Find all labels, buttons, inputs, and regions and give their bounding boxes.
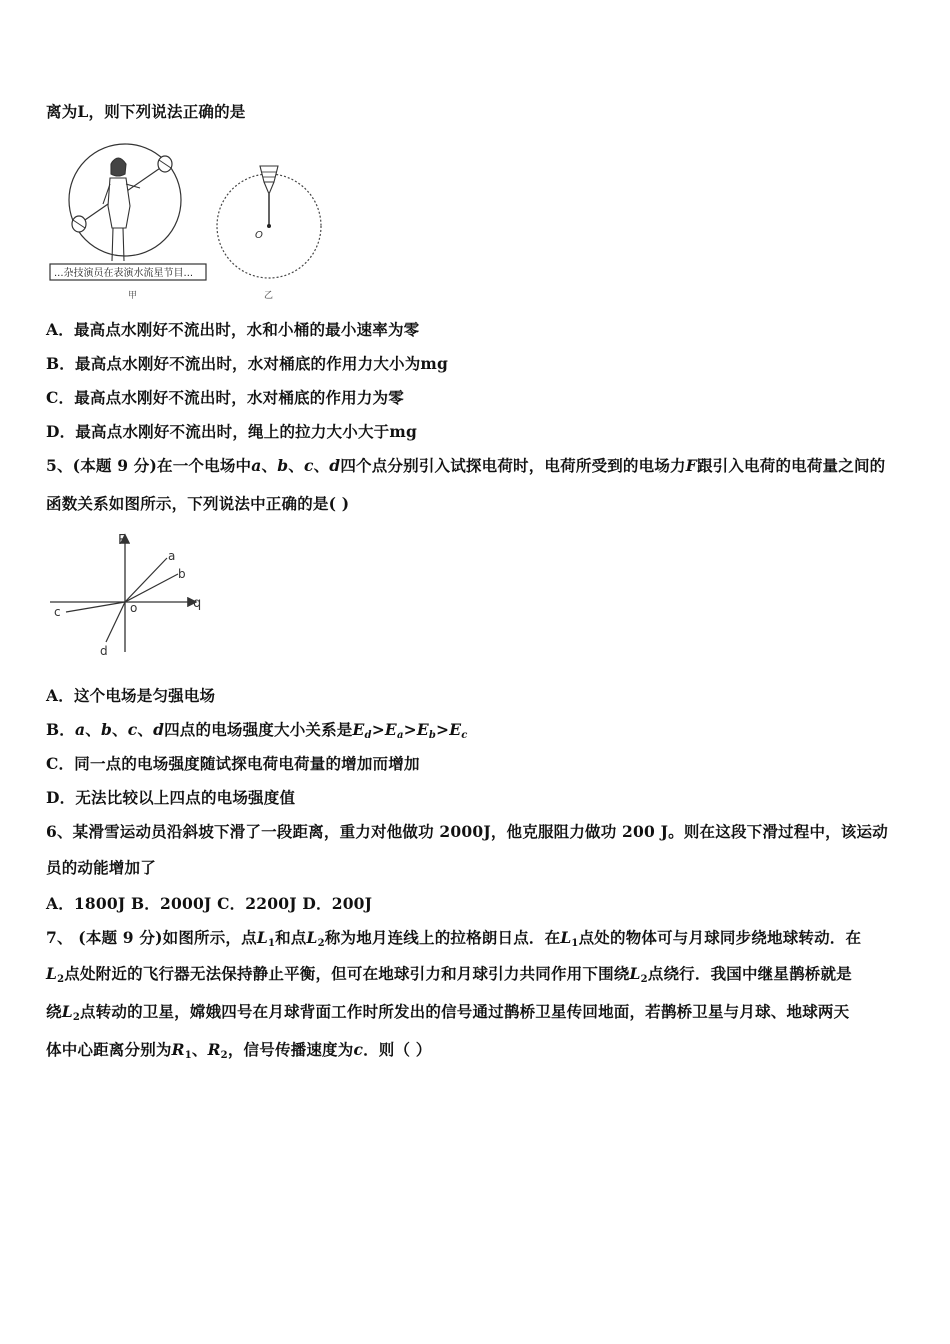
- graph-line-b: [125, 574, 178, 602]
- q7-line4: 体中心距离分别为$R_1$、$R_2$，信号传播速度为c．则（ ）: [46, 1040, 432, 1061]
- q5-stem-line1: 5、(本题 9 分)在一个电场中a、b、c、d四个点分别引入试探电荷时，电荷所受到的电场力F跟引入电荷的电荷量之间的: [46, 456, 886, 475]
- graph-line-a: [125, 558, 167, 602]
- q5-option-b: B．a、b、c、d四点的电场强度大小关系是$E_d>E_a>E_b>E_c$: [46, 720, 468, 741]
- fig-right-center: [267, 224, 271, 228]
- f-axis-label: F: [118, 533, 126, 548]
- q4-option-a: A．最高点水刚好不流出时，水和小桶的最小速率为零: [46, 320, 420, 339]
- q4-option-b: B．最高点水刚好不流出时，水对桶底的作用力大小为mg: [46, 354, 449, 373]
- q4-stem-tail: 离为L，则下列说法正确的是: [46, 102, 246, 121]
- q7-line1: 7、 (本题 9 分)如图所示，点$L_1$和点$L_2$称为地月连线上的拉格朗日点．在$L_1$点处的物体可与月球同步绕地球转动．在: [46, 928, 862, 949]
- q5-stem-line2: 函数关系如图所示，下列说法中正确的是( ): [46, 494, 350, 513]
- performer-figure: [103, 158, 140, 261]
- q5-option-d: D．无法比较以上四点的电场强度值: [46, 788, 296, 807]
- f-q-graph: [50, 530, 210, 660]
- q7-line2: $L_2$点处附近的飞行器无法保持静止平衡，但可在地球引力和月球引力共同作用下围绕$L_2$点绕行．我国中继星鹊桥就是: [46, 964, 852, 985]
- fig-label-left: 甲: [128, 291, 138, 301]
- q4-option-d: D．最高点水刚好不流出时，绳上的拉力大小大于mg: [46, 422, 417, 441]
- q4-option-c: C．最高点水刚好不流出时，水对桶底的作用力为零: [46, 388, 404, 407]
- q6-options: A．1800J B．2000J C．2200J D．200J: [46, 894, 373, 913]
- q-axis-label: q: [193, 596, 202, 611]
- line-label-d: d: [100, 644, 108, 658]
- origin-label: o: [130, 601, 138, 615]
- q7-line3: 绕$L_2$点转动的卫星，嫦娥四号在月球背面工作时所发出的信号通过鹊桥卫星传回地面，若鹊桥卫星与月球、地球两天: [46, 1002, 850, 1023]
- graph-line-d: [106, 602, 125, 642]
- line-label-a: a: [168, 549, 176, 563]
- bucket-icon-right: [260, 166, 278, 182]
- fig-point-label: O: [255, 230, 263, 241]
- q6-stem-line1: 6、某滑雪运动员沿斜坡下滑了一段距离，重力对他做功 2000J，他克服阻力做功 200 J。则在这段下滑过程中，该运动: [46, 822, 888, 841]
- water-meteor-figure: [48, 136, 328, 304]
- line-label-c: c: [54, 605, 61, 619]
- q5-option-c: C．同一点的电场强度随试探电荷电荷量的增加而增加: [46, 754, 420, 773]
- line-label-b: b: [178, 567, 186, 581]
- q5-option-a: A．这个电场是匀强电场: [46, 686, 216, 705]
- fig-caption-text: ...杂技演员在表演水流星节目...: [54, 268, 194, 279]
- q6-stem-line2: 员的动能增加了: [46, 858, 156, 877]
- fig-label-right: 乙: [264, 291, 274, 301]
- graph-line-c: [66, 602, 125, 612]
